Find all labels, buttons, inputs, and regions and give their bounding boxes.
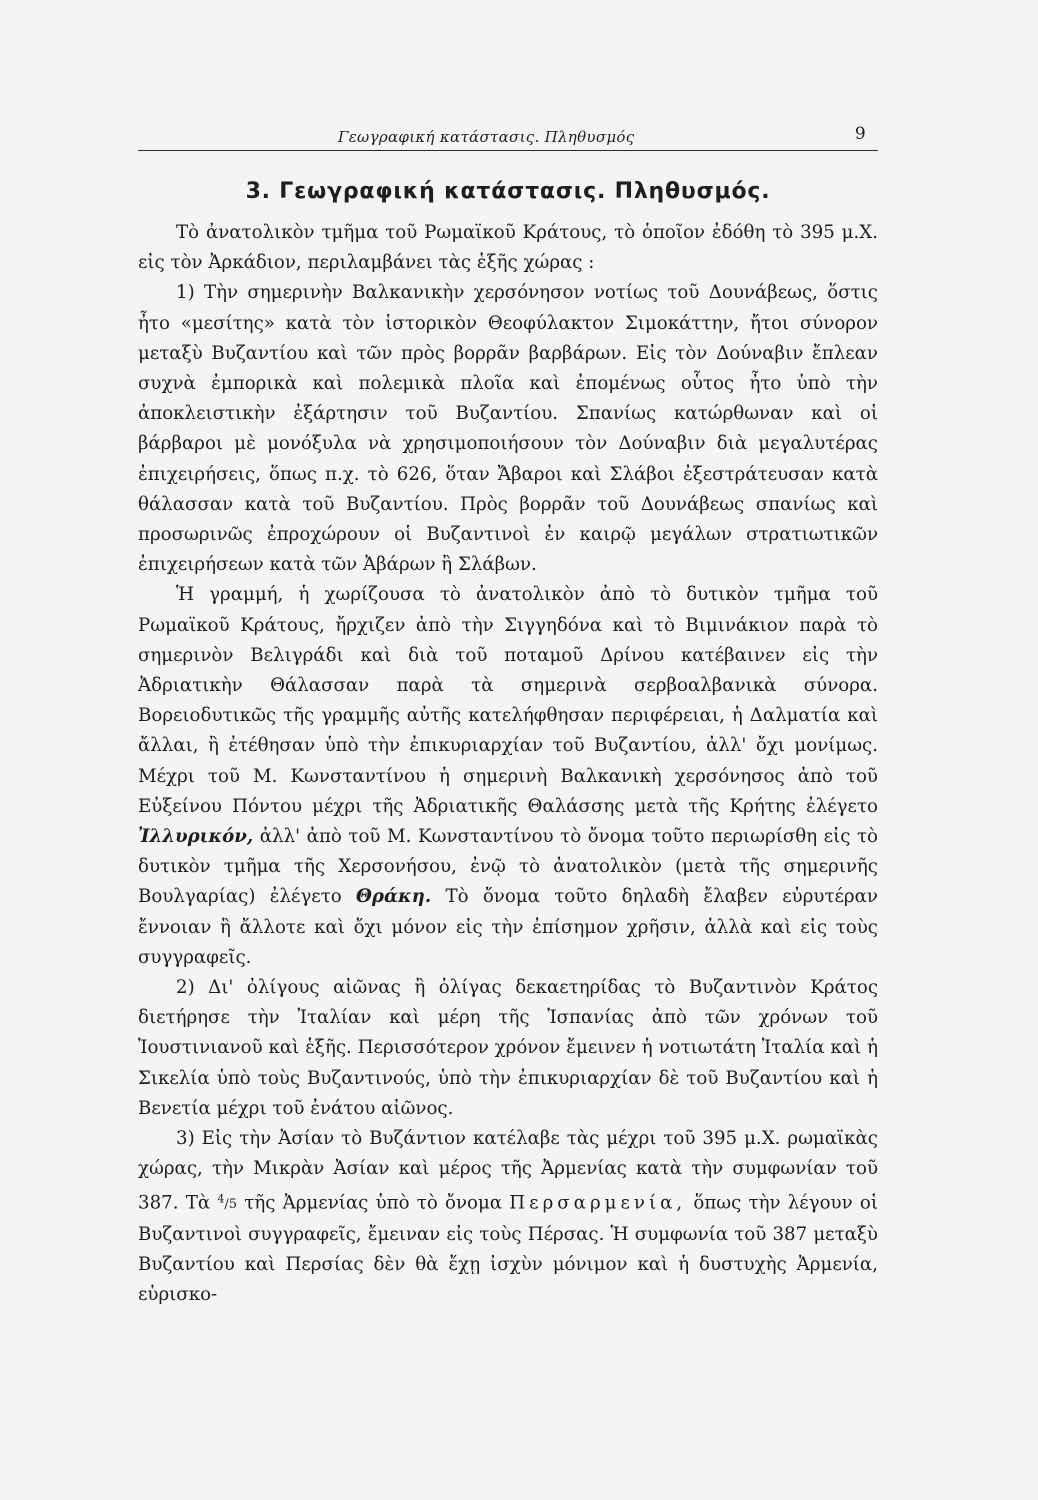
body-text xyxy=(138,218,878,1311)
term-thrace: Θράκη. xyxy=(356,886,432,908)
book-page xyxy=(138,118,878,1311)
section-heading xyxy=(138,179,878,204)
paragraph-text: Τὸ ὄνομα τοῦτο δηλαδὴ ἔλαβεν εὐρυτέραν ἔννοιαν ἢ ἄλλοτε καὶ ὄχι μόνον εἰς τὴν ἐπίσημον χρῆσιν, ἀλλὰ καὶ εἰς τοὺς συγγραφεῖς. xyxy=(138,886,878,968)
paragraph-text: 3) Εἰς τὴν Ἀσίαν τὸ Βυζάντιον κατέλαβε τὰς μέχρι τοῦ 395 μ.Χ. ρωμαϊκὰς χώρας, τὴν Μικρὰν Ἀσίαν καὶ μέρος τῆς Ἀρμενίας κατὰ τὴν συμφωνίαν τοῦ 387. Τὰ xyxy=(138,1128,878,1213)
term-illyricum: Ἰλλυρικόν, xyxy=(138,826,254,848)
paragraph-text: ὅπως τὴν λέγουν οἱ Βυζαντινοὶ συγγραφεῖς, ἔμειναν εἰς τοὺς Πέρσας. Ἡ συμφωνία τοῦ 387 μεταξὺ Βυζαντίου καὶ Περσίας δὲν θὰ ἔχῃ ἰσχὺν μόνιμον καὶ ἡ δυστυχὴς Ἀρμενία, εὑρισκο- xyxy=(138,1191,878,1306)
paragraph-asia xyxy=(138,1124,878,1311)
fraction-numerator: 4 xyxy=(217,1192,225,1206)
term-persarmenia: Περσαρμενία, xyxy=(509,1191,687,1213)
header-rule xyxy=(138,150,878,151)
paragraph-dividing-line xyxy=(138,580,878,973)
paragraph-text: ἀλλ' ἀπὸ τοῦ Μ. Κωνσταντίνου τὸ ὄνομα τοῦτο περιωρίσθη εἰς τὸ δυτικὸν τμῆμα τῆς Χερσονήσου, ἐνῷ τὸ ἀνατολικὸν (μετὰ τῆς σημερινῆς Βουλγαρίας) ἐλέγετο xyxy=(138,826,878,908)
fraction-denominator: /5 xyxy=(224,1196,238,1212)
section-title: Γεωγραφική κατάστασις. Πληθυσμός. xyxy=(279,179,771,204)
running-title: Γεωγραφική κατάστασις. Πληθυσμός xyxy=(338,128,635,146)
paragraph-italy: 2) Δι' ὀλίγους αἰῶνας ἢ ὀλίγας δεκαετηρίδας τὸ Βυζαντινὸν Κράτος διετήρησε τὴν Ἰταλίαν καὶ μέρη τῆς Ἱσπανίας ἀπὸ τῶν χρόνων τοῦ Ἰουστινιανοῦ καὶ ἑξῆς. Περισσότερον χρόνον ἔμεινεν ἡ νοτιωτάτη Ἰταλία καὶ ἡ Σικελία ὑπὸ τοὺς Βυζαντινούς, ὑπὸ τὴν ἐπικυριαρχίαν δὲ τοῦ Βυζαντίου καὶ ἡ Βενετία μέχρι τοῦ ἐνάτου αἰῶνος. xyxy=(138,977,878,1119)
paragraph-balkan: 1) Τὴν σημερινὴν Βαλκανικὴν χερσόνησον νοτίως τοῦ Δουνάβεως, ὅστις ἦτο «μεσίτης» κατὰ τὸν ἱστορικὸν Θεοφύλακτον Σιμοκάττην, ἤτοι σύνορον μεταξὺ Βυζαντίου καὶ τῶν πρὸς βορρᾶν βαρβάρων. Εἰς τὸν Δούναβιν ἔπλεαν συχνὰ ἐμπορικὰ καὶ πολεμικὰ πλοῖα καὶ ἐπομένως οὗτος ἦτο ὑπὸ τὴν ἀποκλειστικὴν ἐξάρτησιν τοῦ Βυζαντίου. Σπανίως κατώρθωναν καὶ οἱ βάρβαροι μὲ μονόξυλα νὰ χρησιμοποιήσουν τὸν Δούναβιν διὰ μεγαλυτέρας ἐπιχειρήσεις, ὅπως π.χ. τὸ 626, ὅταν Ἄβαροι καὶ Σλάβοι ἐξεστράτευσαν κατὰ θάλασσαν κατὰ τοῦ Βυζαντίου. Πρὸς βορρᾶν τοῦ Δουνάβεως σπανίως καὶ προσωρινῶς ἐπροχώρουν οἱ Βυζαντινοὶ ἐν καιρῷ μεγάλων στρατιωτικῶν ἐπιχειρήσεων κατὰ τῶν Ἀβάρων ἢ Σλάβων. xyxy=(138,282,878,576)
running-header xyxy=(138,118,878,148)
fraction xyxy=(217,1192,238,1212)
paragraph-text: τῆς Ἀρμενίας ὑπὸ τὸ ὄνομα xyxy=(244,1191,503,1213)
section-number: 3. xyxy=(245,179,271,204)
paragraph-text: Ἡ γραμμή, ἡ χωρίζουσα τὸ ἀνατολικὸν ἀπὸ τὸ δυτικὸν τμῆμα τοῦ Ρωμαϊκοῦ Κράτους, ἤρχιζεν ἀπὸ τὴν Σιγγηδόνα καὶ τὸ Βιμινάκιον παρὰ τὸ σημερινὸν Βελιγράδι καὶ διὰ τοῦ ποταμοῦ Δρίνου κατέβαινεν εἰς τὴν Ἀδριατικὴν Θάλασσαν παρὰ τὰ σημερινὰ σερβοαλβανικὰ σύνορα. Βορειοδυτικῶς τῆς γραμμῆς αὐτῆς κατελήφθησαν περιφέρειαι, ἡ Δαλματία καὶ ἄλλαι, ἢ ἐτέθησαν ὑπὸ τὴν ἐπικυριαρχίαν τοῦ Βυζαντίου, ἀλλ' ὄχι μονίμως. Μέχρι τοῦ Μ. Κωνσταντίνου ἡ σημερινὴ Βαλκανικὴ χερσόνησος ἀπὸ τοῦ Εὐξείνου Πόντου μέχρι τῆς Ἀδριατικῆς Θαλάσσης μετὰ τῆς Κρήτης ἐλέγετο xyxy=(138,584,878,817)
page-number: 9 xyxy=(854,124,866,144)
paragraph-intro: Τὸ ἀνατολικὸν τμῆμα τοῦ Ρωμαϊκοῦ Κράτους, τὸ ὁποῖον ἐδόθη τὸ 395 μ.Χ. εἰς τὸν Ἀρκάδιον, περιλαμβάνει τὰς ἑξῆς χώρας : xyxy=(138,222,878,274)
